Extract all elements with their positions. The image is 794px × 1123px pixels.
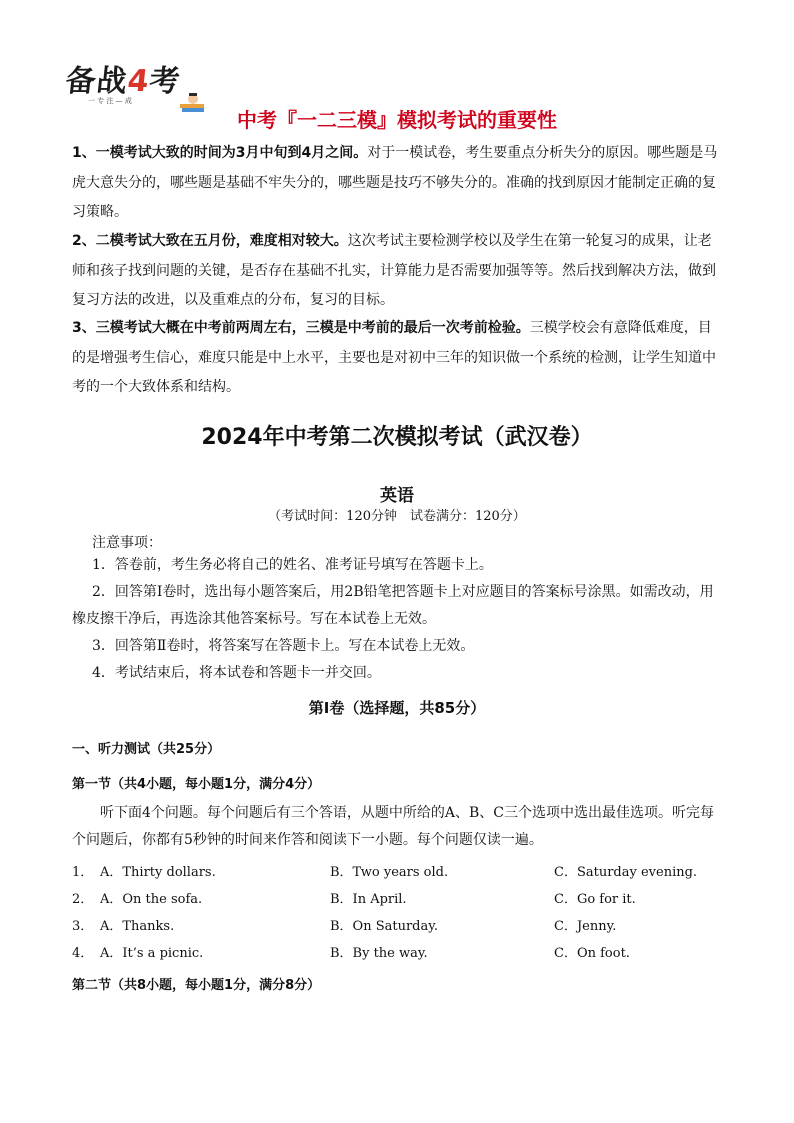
question-row (72, 888, 732, 908)
question-row (72, 942, 732, 962)
intro-paragraph-1: 1、一模考试大致的时间为3月中旬到4月之间。对于一模试卷，考生要重点分析失分的原因。哪些题是马虎大意失分的，哪些题是基础不牢失分的，哪些题是技巧不够失分的。准确的找到原因才能制定正确的复习策略。 (72, 145, 718, 220)
notice-item-4: 4．考试结束后，将本试卷和答题卡一并交回。 (92, 665, 381, 681)
option-b: B．Two years old. (330, 865, 449, 880)
option-b: B．In April. (330, 892, 407, 907)
logo-subtitle: 一 专 注 — 成 (88, 97, 132, 105)
option-c: C．On foot. (554, 946, 630, 961)
notice-heading: 注意事项： (92, 535, 162, 551)
notice-item-2: 2．回答第Ⅰ卷时，选出每小题答案后，用2B铅笔把答题卡上对应题目的答案标号涂黑。如需改动，用橡皮擦干净后，再选涂其他答案标号。写在本试卷上无效。 (72, 584, 714, 627)
question-number: 1． (72, 865, 94, 880)
intro-paragraph-3: 3、三模考试大概在中考前两周左右，三模是中考前的最后一次考前检验。三模学校会有意降低难度，目的是增强考生信心，难度只能是中上水平，主要也是对初中三年的知识做一个系统的检测，让学生知道中考的一个大致体系和结构。 (72, 320, 716, 395)
option-a: A．It’s a picnic. (100, 946, 204, 961)
intro-paragraph-2: 2、二模考试大致在五月份，难度相对较大。这次考试主要检测学校以及学生在第一轮复习的成果，让老师和孩子找到问题的关键，是否存在基础不扎实，计算能力是否需要加强等等。然后找到解决方法，做到复习方法的改进，以及重难点的分布，复习的目标。 (72, 233, 716, 308)
exam-info: （考试时间：120分钟 试卷满分：120分） (268, 509, 526, 524)
subject-title: 英语 (380, 486, 414, 506)
subsection-heading-1: 第一节（共4小题，每小题1分，满分4分） (72, 777, 321, 792)
logo-text: 备战4考 (63, 64, 183, 99)
notice-item-1: 1．答卷前，考生务必将自己的姓名、准考证号填写在答题卡上。 (92, 557, 493, 573)
option-c: C．Go for it. (554, 892, 636, 907)
section-heading: 一、听力测试（共25分） (72, 742, 221, 757)
part-title: 第Ⅰ卷（选择题，共85分） (308, 699, 486, 717)
option-a: A．On the sofa. (100, 892, 203, 907)
notice-item-3: 3．回答第Ⅱ卷时，将答案写在答题卡上。写在本试卷上无效。 (92, 638, 475, 654)
question-number: 2． (72, 892, 94, 907)
banner-title: 中考『一二三模』模拟考试的重要性 (237, 108, 557, 132)
subsection-instructions: 听下面4个问题。每个问题后有三个答语，从题中所给的A、B、C三个选项中选出最佳选项。听完每个问题后，你都有5秒钟的时间来作答和阅读下一小题。每个问题仅读一遍。 (72, 805, 715, 848)
question-row (72, 915, 732, 935)
option-b: B．By the way. (330, 946, 428, 961)
exam-title: 2024年中考第二次模拟考试（武汉卷） (201, 425, 593, 450)
option-c: C．Jenny. (554, 919, 617, 934)
option-b: B．On Saturday. (330, 919, 439, 934)
question-row (72, 861, 732, 881)
option-a: A．Thanks. (100, 919, 175, 934)
option-c: C．Saturday evening. (554, 865, 698, 880)
question-number: 4． (72, 946, 94, 961)
question-number: 3． (72, 919, 94, 934)
subsection-heading-2: 第二节（共8小题，每小题1分，满分8分） (72, 978, 321, 993)
option-a: A．Thirty dollars. (100, 865, 216, 880)
